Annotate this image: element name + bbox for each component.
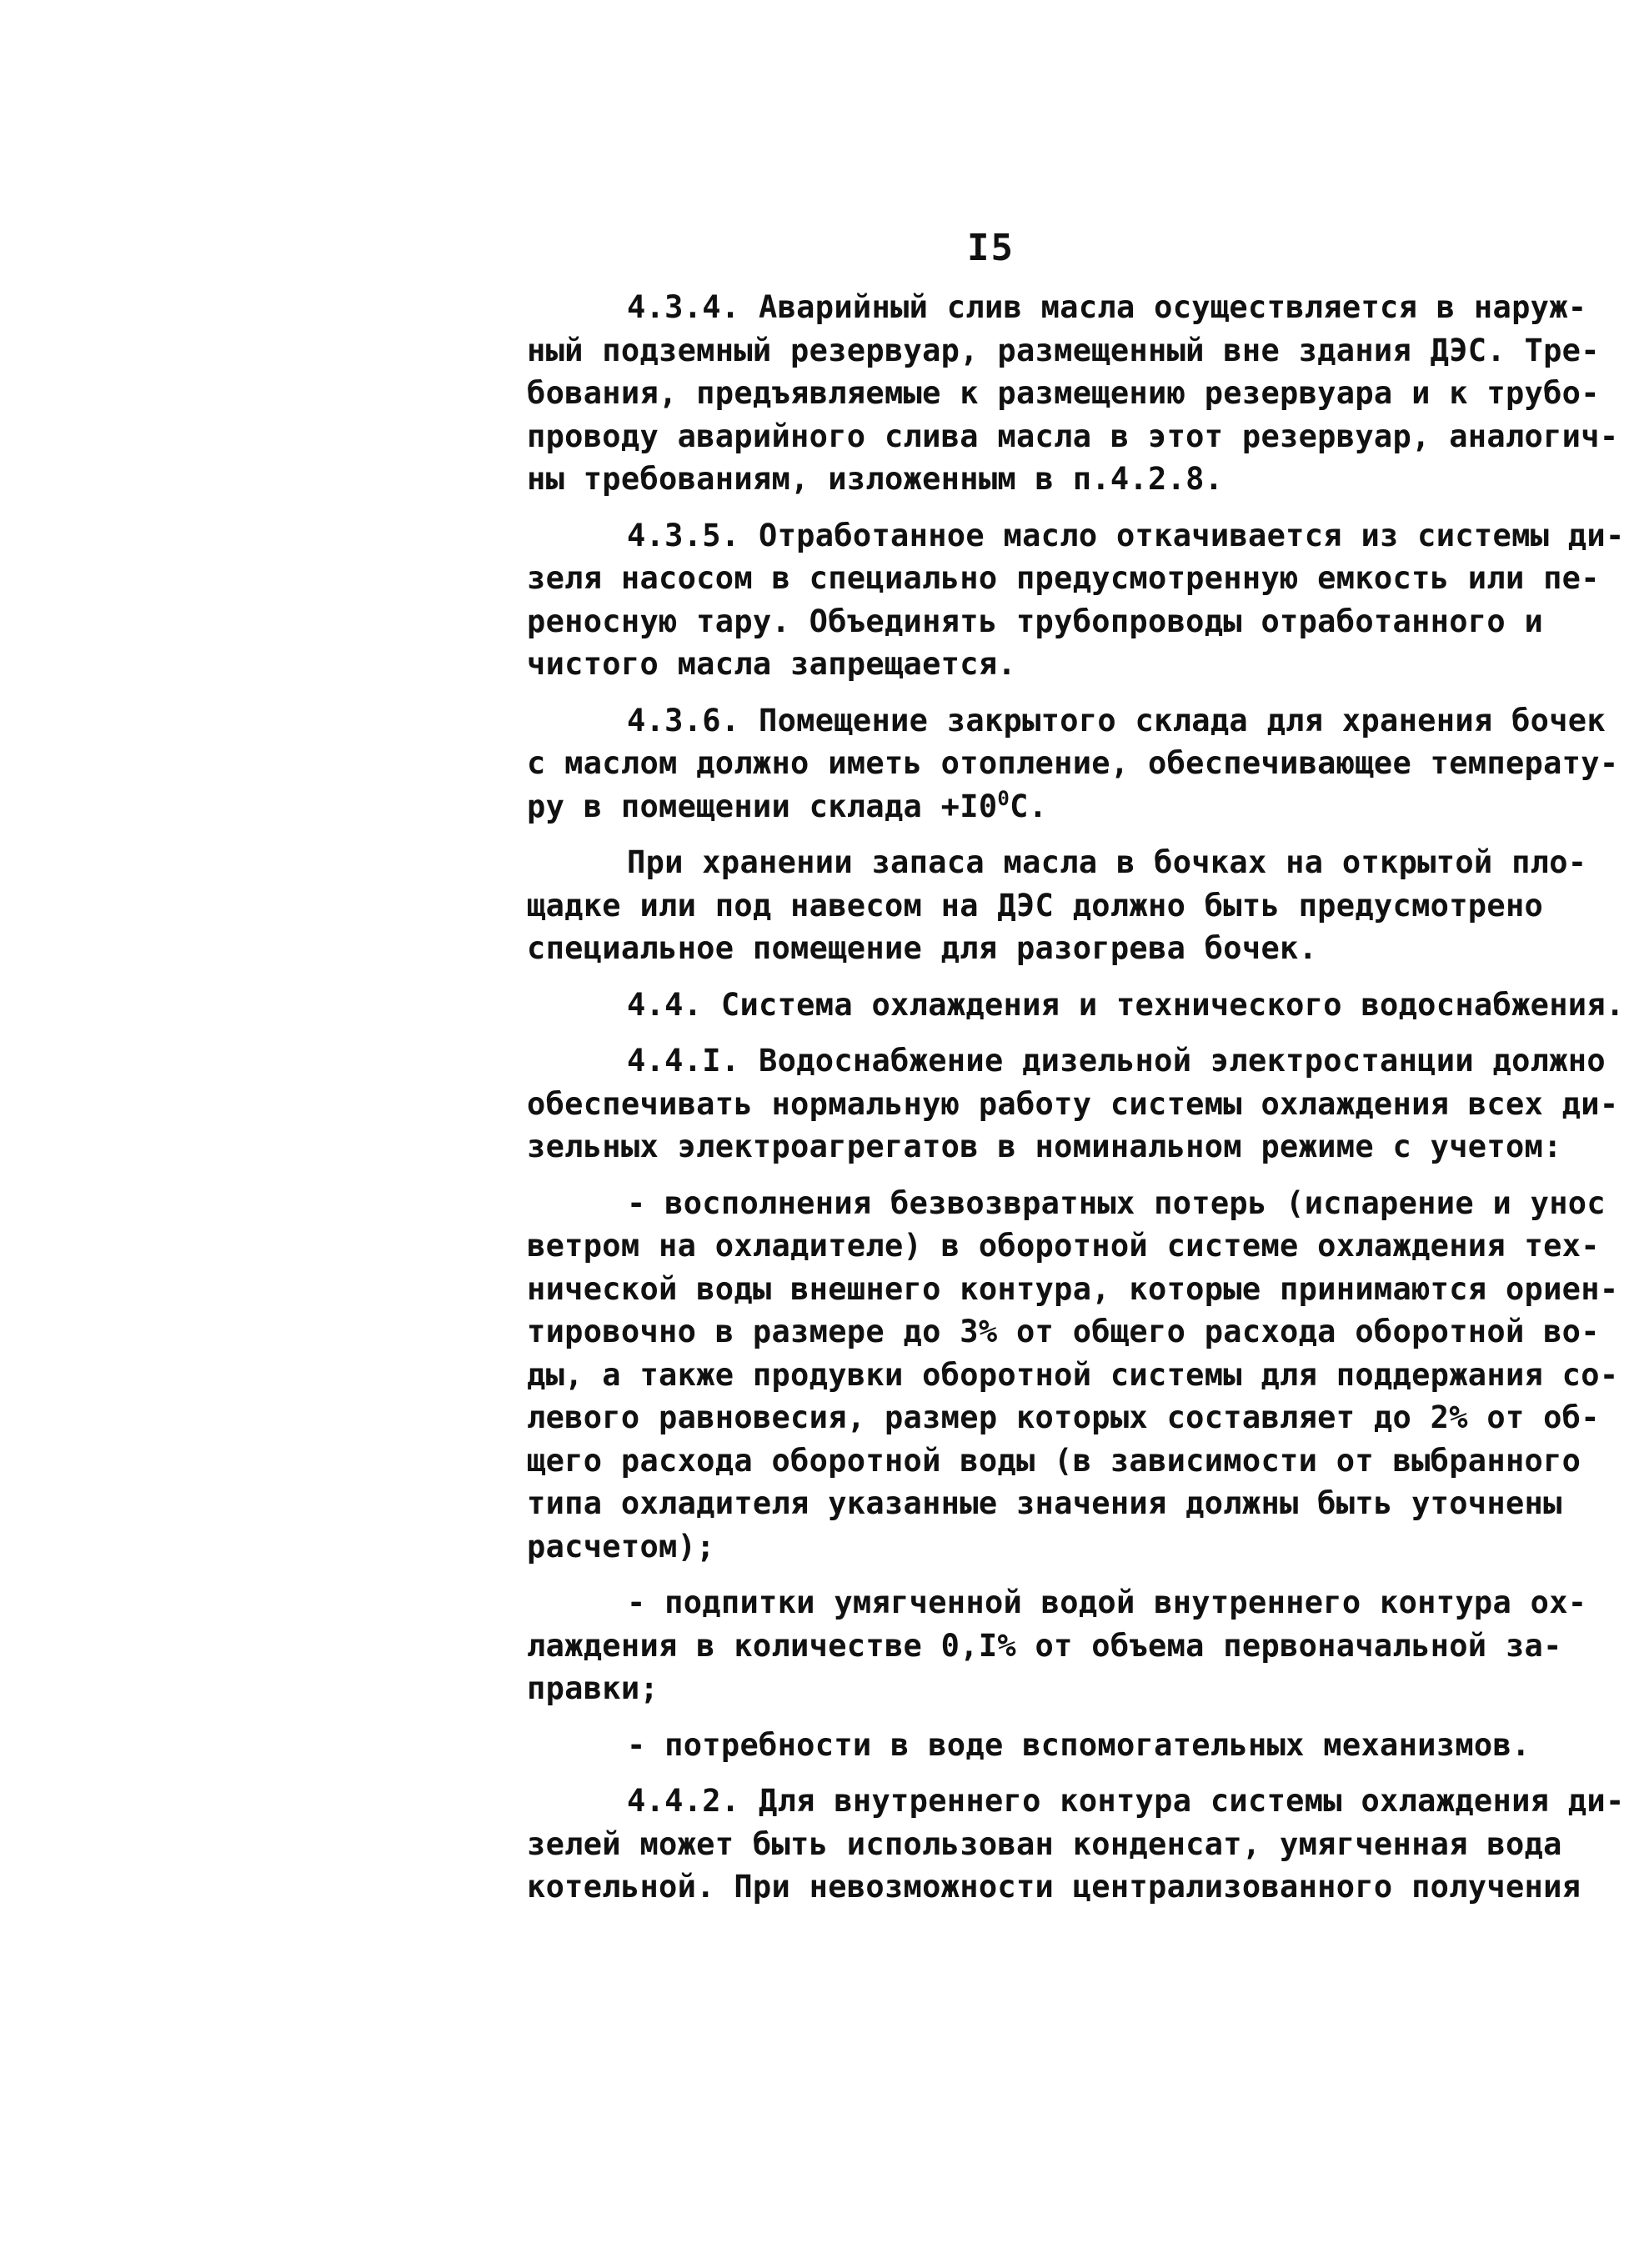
text-line: обеспечивать нормальную работу системы охлаждения всех ди-: [527, 1085, 1619, 1122]
text-line: 4.3.5. Отработанное масло откачивается из системы ди-: [627, 517, 1625, 553]
text-line: При хранении запаса масла в бочках на открытой пло-: [627, 844, 1587, 880]
text-line: - подпитки умягченной водой внутреннего контура ох-: [627, 1585, 1587, 1620]
paragraph-4-4-2: [527, 1780, 1625, 1909]
temperature-line-suffix: С.: [1010, 788, 1048, 824]
text-line: 4.4.I. Водоснабжение дизельной электростанции должно: [627, 1043, 1606, 1079]
text-line: реносную тару. Объединять трубопроводы отработанного и: [527, 603, 1544, 639]
text-line: щадке или под навесом на ДЭС должно быть предусмотрено: [527, 887, 1544, 924]
text-line: - восполнения безвозвратных потерь (испарение и унос: [627, 1184, 1606, 1221]
section-heading-4-4: [527, 984, 1625, 1027]
paragraph-4-3-5: [527, 514, 1625, 686]
degree-superscript: 0: [997, 786, 1010, 810]
text-line: бования, предъявляемые к размещению резервуара и к трубо-: [527, 375, 1600, 411]
text-line: зельных электроагрегатов в номинальном режиме с учетом:: [527, 1129, 1562, 1164]
paragraph-storage: [527, 841, 1587, 970]
list-item: [527, 1581, 1587, 1710]
text-line: левого равновесия, размер которых составляет до 2% от об-: [527, 1399, 1600, 1435]
paragraph-4-3-6: [527, 699, 1619, 829]
page-number: I5: [967, 227, 1015, 269]
text-line: чистого масла запрещается.: [527, 646, 1016, 682]
text-line: зеля насосом в специально предусмотренную емкость или пе-: [527, 560, 1600, 596]
text-line: щего расхода оборотной воды (в зависимости от выбранного: [527, 1442, 1581, 1479]
text-line: проводу аварийного слива масла в этот резервуар, аналогич-: [527, 418, 1619, 454]
text-line: типа охладителя указанные значения должны быть уточнены: [527, 1485, 1562, 1521]
text-line: - потребности в воде вспомогательных механизмов.: [627, 1726, 1531, 1763]
text-line: 4.3.6. Помещение закрытого склада для хранения бочек: [627, 702, 1606, 738]
paragraph-4-4-1: [527, 1039, 1619, 1169]
text-line: ды, а также продувки оборотной системы для поддержания со-: [527, 1356, 1619, 1393]
text-line: ветром на охладителе) в оборотной системе охлаждения тех-: [527, 1228, 1600, 1264]
text-line: правки;: [527, 1670, 659, 1706]
text-line: 4.3.4. Аварийный слив масла осуществляется в наруж-: [627, 289, 1587, 325]
text-line: с маслом должно иметь отопление, обеспечивающее температу-: [527, 745, 1619, 781]
text-line: ный подземный резервуар, размещенный вне здания ДЭС. Тре-: [527, 332, 1600, 368]
text-line: 4.4.2. Для внутреннего контура системы охлаждения ди-: [627, 1783, 1625, 1819]
text-line: зелей может быть использован конденсат, умягченная вода: [527, 1825, 1562, 1862]
text-line: расчетом);: [527, 1528, 715, 1565]
text-line: котельной. При невозможности централизованного получения: [527, 1869, 1581, 1905]
text-line: нической воды внешнего контура, которые принимаются ориен-: [527, 1270, 1619, 1307]
document-body: [527, 286, 1625, 1909]
temperature-line-prefix: ру в помещении склада +I0: [527, 788, 998, 824]
list-item: [527, 1724, 1531, 1767]
text-line: специальное помещение для разогрева бочек.: [527, 930, 1318, 966]
section-heading: 4.4. Система охлаждения и технического водоснабжения.: [627, 986, 1625, 1023]
text-line: ны требованиям, изложенным в п.4.2.8.: [527, 461, 1224, 497]
text-line: лаждения в количестве 0,I% от объема первоначальной за-: [527, 1627, 1562, 1664]
text-line: тировочно в размере до 3% от общего расхода оборотной во-: [527, 1314, 1600, 1349]
list-item: [527, 1182, 1619, 1569]
temperature-line: [527, 785, 1511, 829]
paragraph-4-3-4: [527, 286, 1619, 501]
